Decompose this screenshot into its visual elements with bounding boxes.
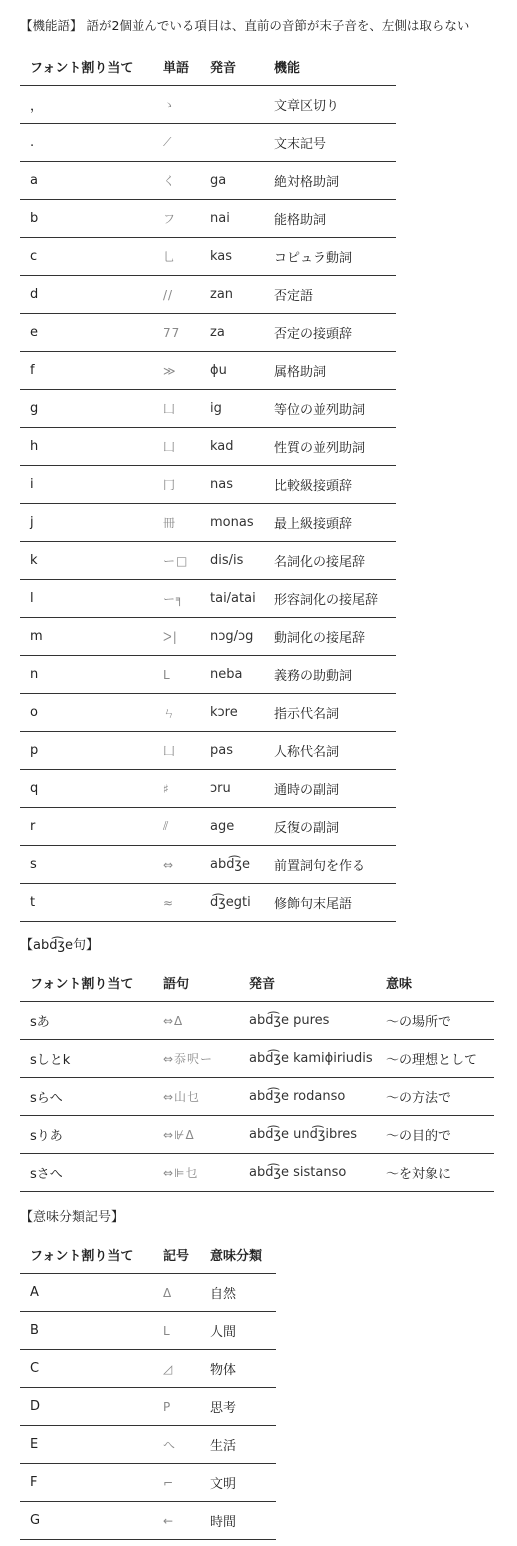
- pron-cell: abd͡ʒe: [200, 846, 264, 884]
- table-row: [20, 694, 396, 732]
- table-header-row: [20, 963, 494, 1002]
- table-row: [20, 504, 396, 542]
- symbol-cell: ◿: [153, 1350, 200, 1388]
- func-cell: 修飾句末尾語: [264, 884, 396, 922]
- categories-section-title: 【意味分類記号】: [20, 1210, 125, 1225]
- table-row: [20, 1078, 494, 1116]
- pron-cell: age: [200, 808, 264, 846]
- meaning-cell: 人間: [200, 1312, 276, 1350]
- pron-cell: monas: [200, 504, 264, 542]
- table-header-row: [20, 47, 396, 86]
- pron-cell: [200, 86, 264, 124]
- pron-cell: ɔru: [200, 770, 264, 808]
- font-cell: t: [20, 884, 153, 922]
- table-row: [20, 618, 396, 656]
- table-row: [20, 1464, 276, 1502]
- font-cell: r: [20, 808, 153, 846]
- table-row: [20, 770, 396, 808]
- pron-cell: abd͡ʒe kamiɸiriudis: [239, 1040, 376, 1078]
- symbol-cell: ー╕: [153, 580, 200, 618]
- symbol-cell: ≫: [153, 352, 200, 390]
- func-cell: 人称代名詞: [264, 732, 396, 770]
- table-row: [20, 846, 396, 884]
- pron-cell: zan: [200, 276, 264, 314]
- symbol-cell: フ: [153, 200, 200, 238]
- font-cell: o: [20, 694, 153, 732]
- func-cell: 属格助詞: [264, 352, 396, 390]
- table-row: [20, 314, 396, 352]
- symbol-cell: ゝ: [153, 86, 200, 124]
- pron-cell: nas: [200, 466, 264, 504]
- table-row: [20, 200, 396, 238]
- symbol-cell: //: [153, 276, 200, 314]
- table-row: [20, 732, 396, 770]
- meaning-cell: ～の方法で: [376, 1078, 494, 1116]
- intro-note: 【機能語】 語が2個並んでいる項目は、直前の音節が末子音を、左側は取らない: [20, 18, 470, 33]
- func-cell: 形容詞化の接尾辞: [264, 580, 396, 618]
- meaning-cell: ～を対象に: [376, 1154, 494, 1192]
- font-cell: f: [20, 352, 153, 390]
- symbol-cell: ᐳ|: [153, 618, 200, 656]
- symbol-cell: ⌐: [153, 1464, 200, 1502]
- symbol-cell: L: [153, 656, 200, 694]
- symbol-cell: ←: [153, 1502, 200, 1540]
- func-cell: 能格助詞: [264, 200, 396, 238]
- meaning-cell: ～の理想として: [376, 1040, 494, 1078]
- font-cell: i: [20, 466, 153, 504]
- func-cell: 文末記号: [264, 124, 396, 162]
- table-row: [20, 352, 396, 390]
- symbol-cell: 凵: [153, 732, 200, 770]
- font-cell: C: [20, 1350, 153, 1388]
- font-cell: G: [20, 1502, 153, 1540]
- categories-table: [20, 1235, 276, 1540]
- table-row: [20, 808, 396, 846]
- font-cell: h: [20, 428, 153, 466]
- symbol-cell: 冊: [153, 504, 200, 542]
- font-cell: s: [20, 846, 153, 884]
- meaning-cell: 文明: [200, 1464, 276, 1502]
- pron-cell: ig: [200, 390, 264, 428]
- font-cell: ，: [20, 86, 153, 124]
- font-cell: g: [20, 390, 153, 428]
- symbol-cell: ⇔山乜: [153, 1078, 239, 1116]
- header-phrase: 語句: [153, 963, 239, 1002]
- func-cell: 否定の接頭辞: [264, 314, 396, 352]
- font-cell: F: [20, 1464, 153, 1502]
- font-cell: d: [20, 276, 153, 314]
- table-row: [20, 1274, 276, 1312]
- table-row: [20, 884, 396, 922]
- func-cell: 性質の並列助詞: [264, 428, 396, 466]
- function-words-table: [20, 47, 396, 922]
- font-cell: sしとk: [20, 1040, 153, 1078]
- phrases-table: [20, 963, 494, 1192]
- meaning-cell: 時間: [200, 1502, 276, 1540]
- font-cell: m: [20, 618, 153, 656]
- table-row: [20, 466, 396, 504]
- table-row: [20, 1426, 276, 1464]
- font-cell: q: [20, 770, 153, 808]
- table-row: [20, 1002, 494, 1040]
- pron-cell: kas: [200, 238, 264, 276]
- symbol-cell: ⇔ᐃ: [153, 1002, 239, 1040]
- font-cell: p: [20, 732, 153, 770]
- header-font: フォント割り当て: [20, 963, 153, 1002]
- pron-cell: ga: [200, 162, 264, 200]
- pron-cell: kɔre: [200, 694, 264, 732]
- header-meaning: 意味: [376, 963, 494, 1002]
- pron-cell: kad: [200, 428, 264, 466]
- symbol-cell: ⇔⊫乜: [153, 1154, 239, 1192]
- meaning-cell: 思考: [200, 1388, 276, 1426]
- func-cell: 名詞化の接尾辞: [264, 542, 396, 580]
- func-cell: コピュラ動詞: [264, 238, 396, 276]
- symbol-cell: 77: [153, 314, 200, 352]
- font-cell: n: [20, 656, 153, 694]
- func-cell: 等位の並列助詞: [264, 390, 396, 428]
- symbol-cell: ⇔: [153, 846, 200, 884]
- symbol-cell: ⫽: [153, 808, 200, 846]
- table-row: [20, 238, 396, 276]
- meaning-cell: 物体: [200, 1350, 276, 1388]
- table-row: [20, 276, 396, 314]
- symbol-cell: へ: [153, 1426, 200, 1464]
- symbol-cell: 凵: [153, 428, 200, 466]
- header-symbol: 記号: [153, 1235, 200, 1274]
- pron-cell: nɔg/ɔg: [200, 618, 264, 656]
- font-cell: b: [20, 200, 153, 238]
- phrases-section-title: 【abd͡ʒe句】: [20, 938, 99, 953]
- font-cell: l: [20, 580, 153, 618]
- table-row: [20, 542, 396, 580]
- table-row: [20, 162, 396, 200]
- font-cell: sらへ: [20, 1078, 153, 1116]
- symbol-cell: ㄣ: [153, 694, 200, 732]
- func-cell: 絶対格助詞: [264, 162, 396, 200]
- font-cell: j: [20, 504, 153, 542]
- table-row: [20, 656, 396, 694]
- symbol-cell: P: [153, 1388, 200, 1426]
- header-word: 単語: [153, 47, 200, 86]
- meaning-cell: ～の目的で: [376, 1116, 494, 1154]
- func-cell: 比較級接頭辞: [264, 466, 396, 504]
- symbol-cell: 凵: [153, 390, 200, 428]
- symbol-cell: ᐃ: [153, 1274, 200, 1312]
- header-category: 意味分類: [200, 1235, 276, 1274]
- pron-cell: dis/is: [200, 542, 264, 580]
- font-cell: k: [20, 542, 153, 580]
- func-cell: 通時の副詞: [264, 770, 396, 808]
- symbol-cell: ⟋: [153, 124, 200, 162]
- pron-cell: abd͡ʒe rodanso: [239, 1078, 376, 1116]
- pron-cell: d͡ʒegti: [200, 884, 264, 922]
- table-row: [20, 86, 396, 124]
- symbol-cell: ⇔忝呎ー: [153, 1040, 239, 1078]
- table-row: [20, 1116, 494, 1154]
- header-font: フォント割り当て: [20, 1235, 153, 1274]
- func-cell: 否定語: [264, 276, 396, 314]
- table-row: [20, 124, 396, 162]
- table-row: [20, 390, 396, 428]
- pron-cell: abd͡ʒe pures: [239, 1002, 376, 1040]
- pron-cell: abd͡ʒe sistanso: [239, 1154, 376, 1192]
- font-cell: D: [20, 1388, 153, 1426]
- symbol-cell: ー□: [153, 542, 200, 580]
- symbol-cell: ≈: [153, 884, 200, 922]
- func-cell: 指示代名詞: [264, 694, 396, 732]
- func-cell: 文章区切り: [264, 86, 396, 124]
- meaning-cell: ～の場所で: [376, 1002, 494, 1040]
- symbol-cell: L: [153, 1312, 200, 1350]
- func-cell: 動詞化の接尾辞: [264, 618, 396, 656]
- meaning-cell: 生活: [200, 1426, 276, 1464]
- pron-cell: [200, 124, 264, 162]
- table-row: [20, 1312, 276, 1350]
- pron-cell: neba: [200, 656, 264, 694]
- symbol-cell: 乚: [153, 238, 200, 276]
- symbol-cell: ♯: [153, 770, 200, 808]
- font-cell: c: [20, 238, 153, 276]
- table-header-row: [20, 1235, 276, 1274]
- symbol-cell: く: [153, 162, 200, 200]
- pron-cell: tai/atai: [200, 580, 264, 618]
- font-cell: A: [20, 1274, 153, 1312]
- font-cell: .: [20, 124, 153, 162]
- font-cell: E: [20, 1426, 153, 1464]
- func-cell: 前置詞句を作る: [264, 846, 396, 884]
- meaning-cell: 自然: [200, 1274, 276, 1312]
- symbol-cell: 冂: [153, 466, 200, 504]
- table-row: [20, 428, 396, 466]
- font-cell: a: [20, 162, 153, 200]
- pron-cell: za: [200, 314, 264, 352]
- pron-cell: pas: [200, 732, 264, 770]
- font-cell: sさへ: [20, 1154, 153, 1192]
- font-cell: e: [20, 314, 153, 352]
- symbol-cell: ⇔⊮ᐃ: [153, 1116, 239, 1154]
- header-pron: 発音: [239, 963, 376, 1002]
- font-cell: B: [20, 1312, 153, 1350]
- pron-cell: nai: [200, 200, 264, 238]
- table-row: [20, 1502, 276, 1540]
- font-cell: sりあ: [20, 1116, 153, 1154]
- pron-cell: ɸu: [200, 352, 264, 390]
- table-row: [20, 1040, 494, 1078]
- pron-cell: abd͡ʒe und͡ʒibres: [239, 1116, 376, 1154]
- font-cell: sあ: [20, 1002, 153, 1040]
- func-cell: 反復の副詞: [264, 808, 396, 846]
- header-font: フォント割り当て: [20, 47, 153, 86]
- func-cell: 最上級接頭辞: [264, 504, 396, 542]
- header-func: 機能: [264, 47, 396, 86]
- table-row: [20, 1154, 494, 1192]
- header-pron: 発音: [200, 47, 264, 86]
- table-row: [20, 1350, 276, 1388]
- table-row: [20, 580, 396, 618]
- table-row: [20, 1388, 276, 1426]
- func-cell: 義務の助動詞: [264, 656, 396, 694]
